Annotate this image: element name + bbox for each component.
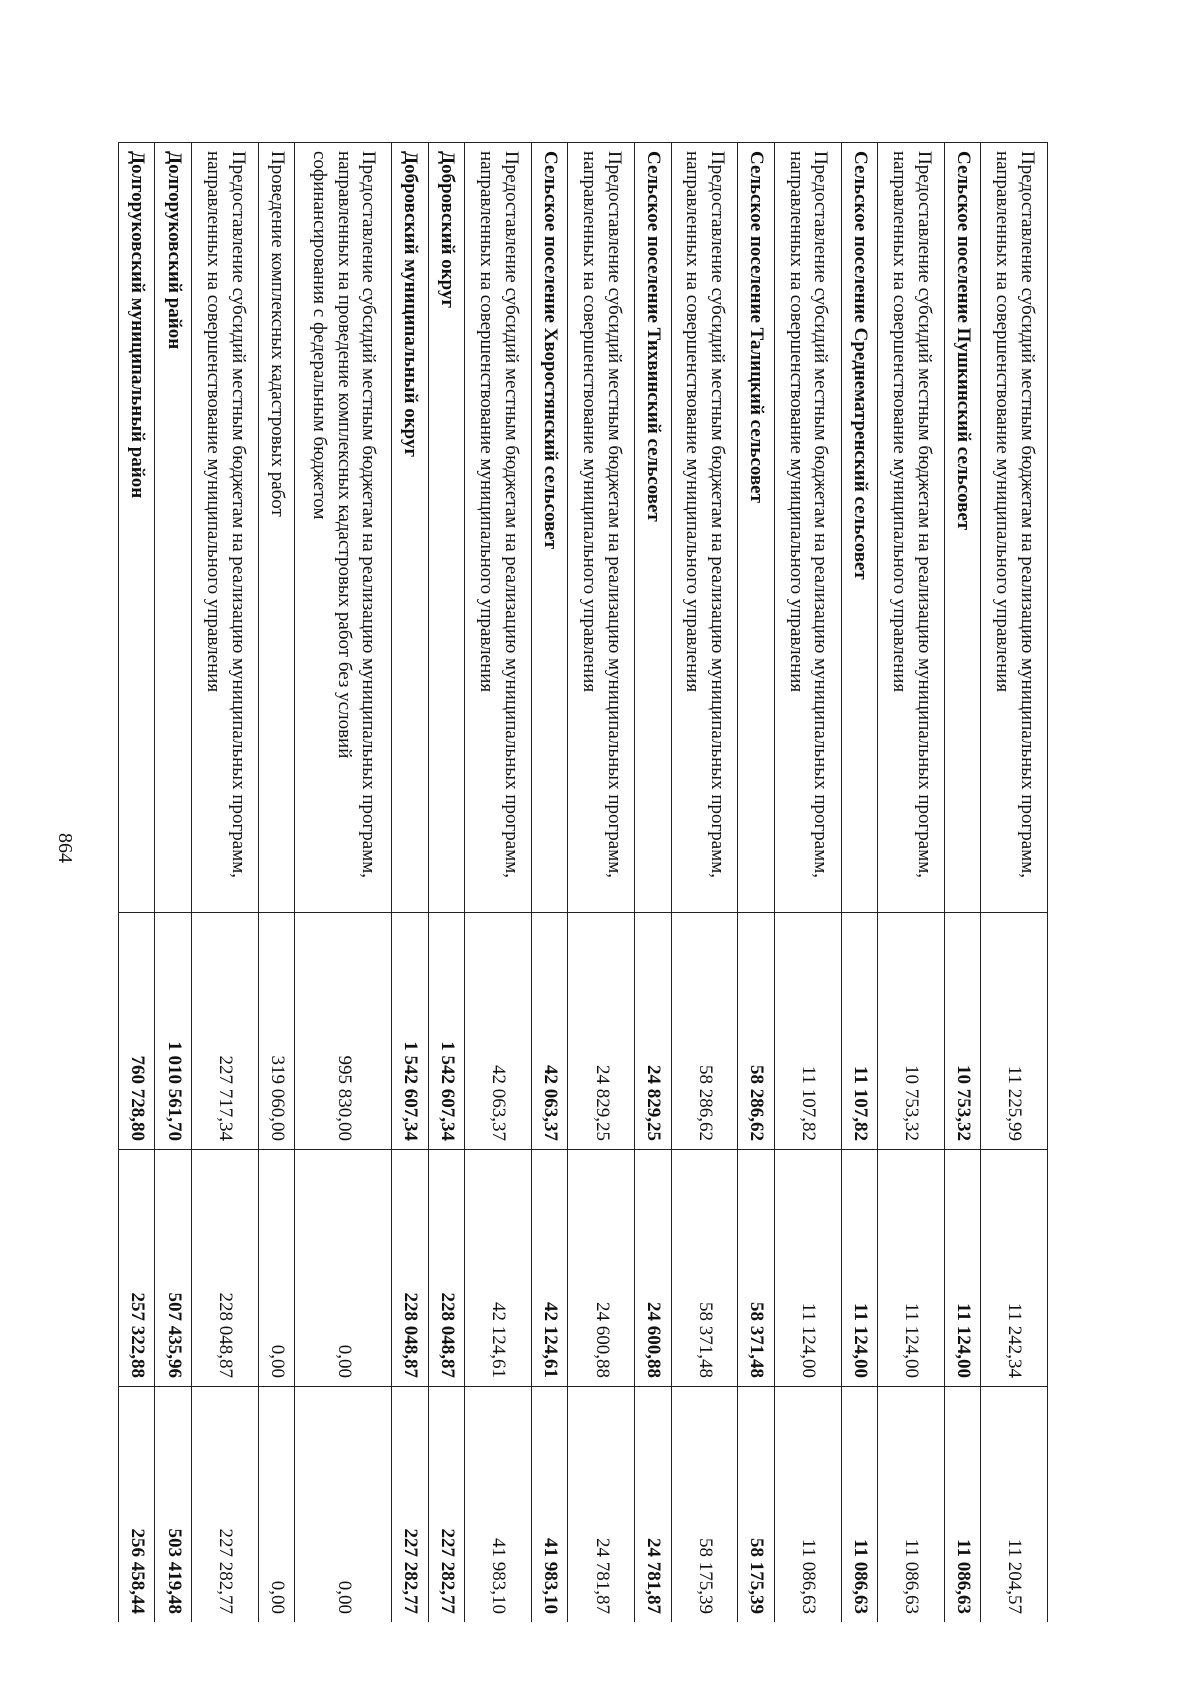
row-value-3-cell: 256 458,44 (119, 1387, 155, 1623)
row-value-3-cell: 227 282,77 (392, 1387, 428, 1623)
table-frame (118, 142, 1048, 1622)
row-value-3-cell: 41 983,10 (465, 1387, 532, 1623)
row-value-2-cell: 24 600,88 (568, 1150, 635, 1387)
row-name-cell: Долгоруковский район (155, 143, 191, 913)
row-value-2-cell: 0,00 (295, 1150, 392, 1387)
row-value-2-cell: 24 600,88 (635, 1150, 671, 1387)
row-value-2-cell: 11 124,00 (944, 1150, 980, 1387)
page-number: 864 (54, 833, 76, 863)
row-value-2-cell: 228 048,87 (392, 1150, 428, 1387)
row-value-1-cell: 1 010 561,70 (155, 913, 191, 1150)
row-value-1-cell: 58 286,62 (671, 913, 738, 1150)
row-name-cell: Сельское поселение Талицкий сельсовет (738, 143, 774, 913)
row-value-3-cell: 11 086,63 (841, 1387, 877, 1623)
table-row (155, 143, 191, 1623)
row-value-1-cell: 1 542 607,34 (428, 913, 464, 1150)
table-row (428, 143, 464, 1623)
row-value-3-cell: 227 282,77 (428, 1387, 464, 1623)
row-value-2-cell: 0,00 (258, 1150, 294, 1387)
row-value-1-cell: 319 060,00 (258, 913, 294, 1150)
row-value-1-cell: 227 717,34 (191, 913, 258, 1150)
table-row (671, 143, 738, 1623)
row-value-1-cell: 10 753,32 (944, 913, 980, 1150)
table-row (635, 143, 671, 1623)
table-row (531, 143, 567, 1623)
row-value-1-cell: 10 753,32 (878, 913, 945, 1150)
table-row (774, 143, 841, 1623)
row-name-cell: Долгоруковский муниципальный район (119, 143, 155, 913)
row-value-3-cell: 41 983,10 (531, 1387, 567, 1623)
row-value-2-cell: 257 322,88 (119, 1150, 155, 1387)
row-value-3-cell: 24 781,87 (635, 1387, 671, 1623)
row-value-1-cell: 11 107,82 (841, 913, 877, 1150)
budget-table-body (119, 143, 1048, 1623)
row-value-2-cell: 42 124,61 (531, 1150, 567, 1387)
row-value-1-cell: 995 830,00 (295, 913, 392, 1150)
row-value-2-cell: 228 048,87 (191, 1150, 258, 1387)
row-value-3-cell: 503 419,48 (155, 1387, 191, 1623)
row-value-2-cell: 11 124,00 (878, 1150, 945, 1387)
row-value-1-cell: 42 063,37 (465, 913, 532, 1150)
row-value-2-cell: 42 124,61 (465, 1150, 532, 1387)
table-row (119, 143, 155, 1623)
row-value-2-cell: 58 371,48 (671, 1150, 738, 1387)
row-value-3-cell: 0,00 (258, 1387, 294, 1623)
row-name-cell: Добровский округ (428, 143, 464, 913)
table-row (738, 143, 774, 1623)
row-name-cell: Предоставление субсидий местным бюджетам на реализацию муниципальных программ, направленных на проведение комплексных кадастровых работ без условий софинансирования с федеральным бюджетом (295, 143, 392, 913)
row-value-3-cell: 58 175,39 (738, 1387, 774, 1623)
row-value-3-cell: 24 781,87 (568, 1387, 635, 1623)
table-row (258, 143, 294, 1623)
row-name-cell: Предоставление субсидий местным бюджетам на реализацию муниципальных программ, направленных на совершенствование муниципального управления (191, 143, 258, 913)
row-value-1-cell: 11 107,82 (774, 913, 841, 1150)
row-value-2-cell: 58 371,48 (738, 1150, 774, 1387)
row-value-3-cell: 11 204,57 (981, 1387, 1048, 1623)
table-row (191, 143, 258, 1623)
table-row (944, 143, 980, 1623)
row-name-cell: Сельское поселение Пушкинский сельсовет (944, 143, 980, 913)
table-row (392, 143, 428, 1623)
row-name-cell: Предоставление субсидий местным бюджетам на реализацию муниципальных программ, направленных на совершенствование муниципального управления (671, 143, 738, 913)
row-name-cell: Предоставление субсидий местным бюджетам на реализацию муниципальных программ, направленных на совершенствование муниципального управления (878, 143, 945, 913)
row-value-1-cell: 11 225,99 (981, 913, 1048, 1150)
row-value-3-cell: 11 086,63 (878, 1387, 945, 1623)
row-name-cell: Сельское поселение Среднематренский сельсовет (841, 143, 877, 913)
table-row (465, 143, 532, 1623)
table-row (981, 143, 1048, 1623)
row-value-2-cell: 507 435,96 (155, 1150, 191, 1387)
row-value-1-cell: 24 829,25 (635, 913, 671, 1150)
table-row (295, 143, 392, 1623)
row-value-3-cell: 11 086,63 (774, 1387, 841, 1623)
row-name-cell: Добровский муниципальный округ (392, 143, 428, 913)
row-value-3-cell: 11 086,63 (944, 1387, 980, 1623)
row-value-1-cell: 58 286,62 (738, 913, 774, 1150)
row-name-cell: Предоставление субсидий местным бюджетам на реализацию муниципальных программ, направленных на совершенствование муниципального управления (568, 143, 635, 913)
row-value-2-cell: 11 242,34 (981, 1150, 1048, 1387)
row-value-3-cell: 58 175,39 (671, 1387, 738, 1623)
table-row (878, 143, 945, 1623)
row-name-cell: Предоставление субсидий местным бюджетам на реализацию муниципальных программ, направленных на совершенствование муниципального управления (981, 143, 1048, 913)
row-name-cell: Предоставление субсидий местным бюджетам на реализацию муниципальных программ, направленных на совершенствование муниципального управления (465, 143, 532, 913)
table-row (841, 143, 877, 1623)
row-name-cell: Проведение комплексных кадастровых работ (258, 143, 294, 913)
row-value-1-cell: 760 728,80 (119, 913, 155, 1150)
row-name-cell: Сельское поселение Тихвинский сельсовет (635, 143, 671, 913)
rotated-table-container (118, 142, 1048, 1622)
row-value-1-cell: 24 829,25 (568, 913, 635, 1150)
row-value-1-cell: 1 542 607,34 (392, 913, 428, 1150)
row-value-3-cell: 227 282,77 (191, 1387, 258, 1623)
budget-table (118, 142, 1048, 1622)
row-value-2-cell: 11 124,00 (841, 1150, 877, 1387)
row-name-cell: Сельское поселение Хворостянский сельсовет (531, 143, 567, 913)
row-name-cell: Предоставление субсидий местным бюджетам на реализацию муниципальных программ, направленных на совершенствование муниципального управления (774, 143, 841, 913)
row-value-3-cell: 0,00 (295, 1387, 392, 1623)
table-row (568, 143, 635, 1623)
row-value-2-cell: 11 124,00 (774, 1150, 841, 1387)
row-value-2-cell: 228 048,87 (428, 1150, 464, 1387)
row-value-1-cell: 42 063,37 (531, 913, 567, 1150)
